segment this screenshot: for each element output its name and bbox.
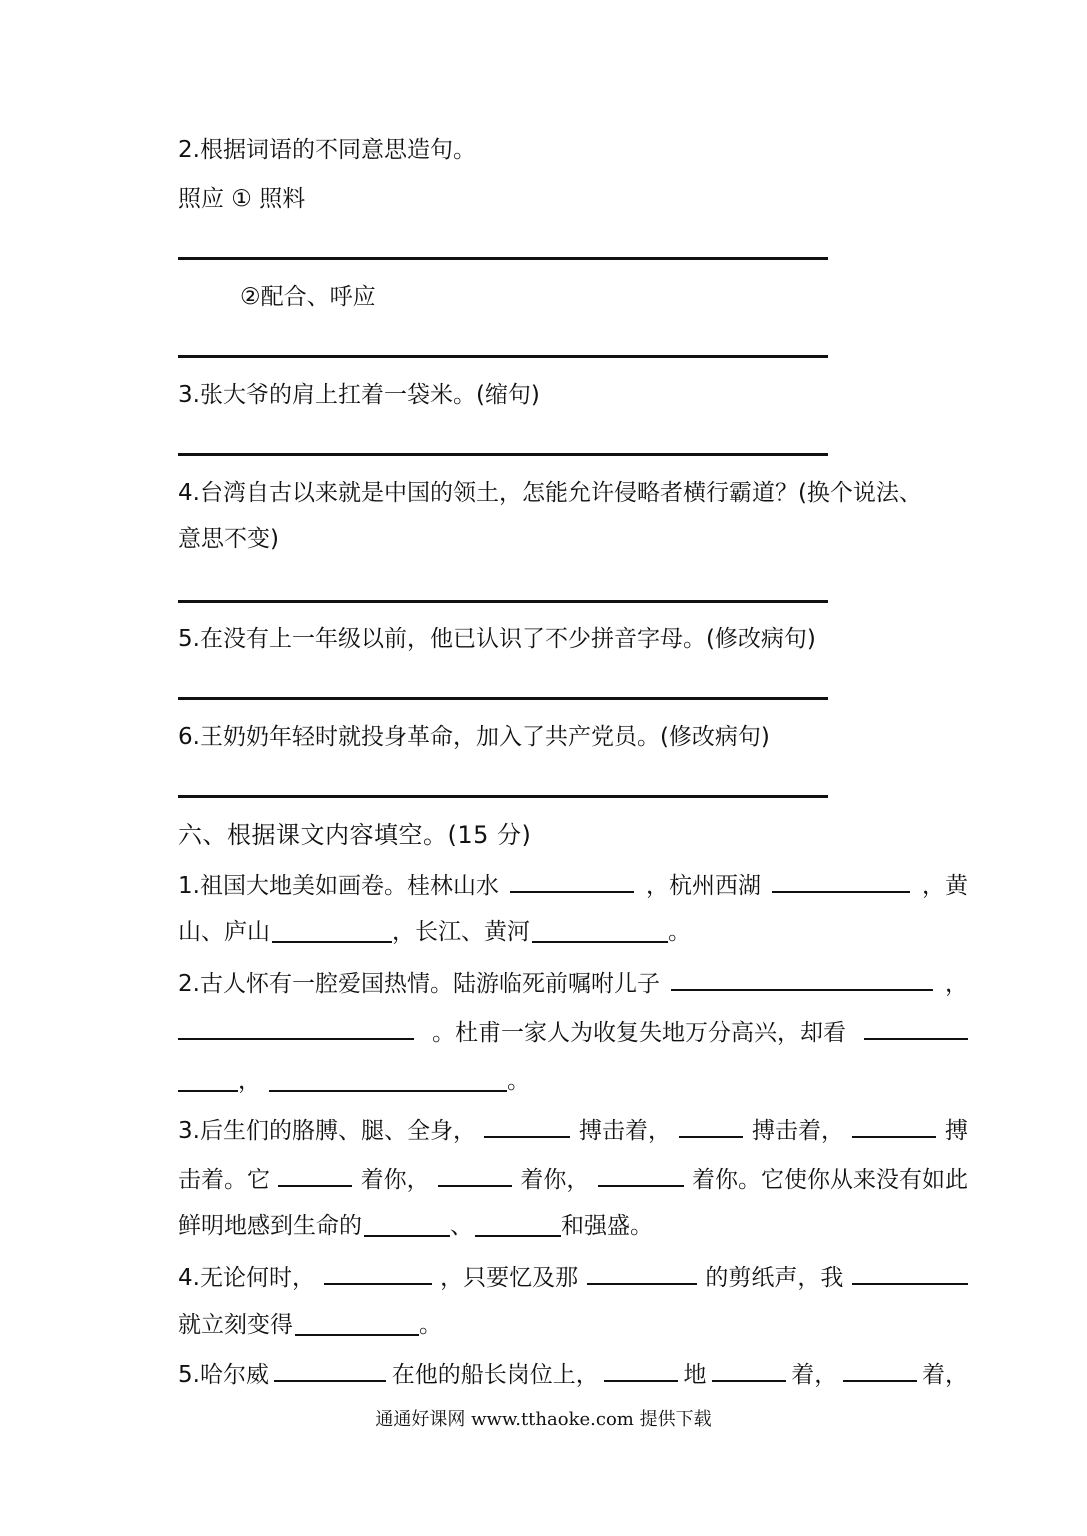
fill-text: 。 [507,1068,530,1094]
fill-blank[interactable] [272,919,392,943]
fill-text: ， [238,1068,261,1094]
fill-text: 5.哈尔威 [178,1362,269,1388]
question-3: 3.张大爷的肩上扛着一袋米。(缩句) [178,382,540,408]
fill-text: 着你， [520,1167,590,1193]
fill-blank[interactable] [604,1358,678,1382]
fill-1-line-2 [178,917,691,947]
fill-text: 和强盛。 [561,1213,653,1239]
fill-blank[interactable] [532,919,668,943]
fill-blank[interactable] [364,1213,450,1237]
fill-2-line-1 [178,967,968,999]
fill-blank[interactable] [295,1312,419,1336]
fill-text: ，长江、黄河 [392,919,530,945]
answer-line [178,795,828,798]
fill-text: 4.无论何时， [178,1265,315,1291]
fill-blank[interactable] [269,1068,507,1092]
fill-blank[interactable] [864,1016,968,1040]
fill-text: 着， [921,1362,968,1388]
fill-blank[interactable] [278,1163,352,1187]
fill-3-line-1 [178,1114,968,1146]
answer-line [178,697,828,700]
fill-text: 3.后生们的胳膊、腿、全身， [178,1118,476,1144]
fill-text: 搏击着， [751,1118,844,1144]
fill-blank[interactable] [587,1261,697,1285]
section-6-title: 六、根据课文内容填空。(15 分) [178,821,532,849]
fill-text: ，黄 [921,873,968,899]
answer-line [178,600,828,603]
fill-blank[interactable] [671,967,933,991]
question-4-line-2: 意思不变) [178,526,279,552]
fill-text: 着你。它使你从来没有如此 [691,1167,968,1193]
question-2-word-meaning-1: 照应 ① 照料 [178,186,306,212]
fill-4-line-1 [178,1261,968,1293]
fill-blank[interactable] [438,1163,512,1187]
fill-text: 2.古人怀有一腔爱国热情。陆游临死前嘱咐儿子 [178,971,660,997]
fill-blank[interactable] [843,1358,917,1382]
fill-text: 山、庐山 [178,919,270,945]
fill-blank[interactable] [178,1068,238,1092]
fill-1-line-1 [178,869,968,901]
fill-text: 搏击着， [578,1118,671,1144]
fill-2-line-2 [178,1016,968,1048]
fill-text: 。杜甫一家人为收复失地万分高兴，却看 [432,1020,846,1046]
fill-text: 、 [450,1213,473,1239]
question-2-title: 2.根据词语的不同意思造句。 [178,137,476,163]
fill-text: 着你， [360,1167,430,1193]
fill-text: 击着。它 [178,1167,270,1193]
answer-line [178,355,828,358]
fill-text: 的剪纸声，我 [705,1265,844,1291]
fill-text: 鲜明地感到生命的 [178,1213,362,1239]
fill-blank[interactable] [598,1163,684,1187]
question-6: 6.王奶奶年轻时就投身革命，加入了共产党员。(修改病句) [178,724,770,750]
fill-text: 地 [683,1362,707,1388]
fill-text: 。 [419,1312,442,1338]
fill-blank[interactable] [679,1114,743,1138]
fill-3-line-3 [178,1211,653,1241]
question-5: 5.在没有上一年级以前，他已认识了不少拼音字母。(修改病句) [178,626,816,652]
fill-text: 着， [791,1362,838,1388]
question-2-meaning-2: ②配合、呼应 [240,284,376,310]
fill-text: 1.祖国大地美如画卷。桂林山水 [178,873,499,899]
fill-text: 搏 [944,1118,968,1144]
fill-5-line-1 [178,1358,968,1390]
fill-blank[interactable] [324,1261,432,1285]
fill-blank[interactable] [712,1358,786,1382]
fill-blank[interactable] [475,1213,561,1237]
fill-blank[interactable] [852,1261,968,1285]
fill-blank[interactable] [510,869,634,893]
fill-text: ，杭州西湖 [645,873,761,899]
fill-blank[interactable] [484,1114,570,1138]
fill-2-line-3 [178,1066,530,1096]
question-4-line-1: 4.台湾自古以来就是中国的领土，怎能允许侵略者横行霸道？(换个说法、 [178,480,922,506]
fill-text: 在他的船长岗位上， [391,1362,599,1388]
answer-line [178,257,828,260]
answer-line [178,453,828,456]
fill-text: 就立刻变得 [178,1312,293,1338]
fill-blank[interactable] [274,1358,386,1382]
fill-text: ，只要忆及那 [440,1265,579,1291]
fill-3-line-2 [178,1163,968,1195]
fill-4-line-2 [178,1310,442,1340]
fill-text: ， [944,971,968,997]
fill-text: 。 [668,919,691,945]
fill-blank[interactable] [852,1114,936,1138]
fill-blank[interactable] [772,869,910,893]
fill-blank[interactable] [178,1016,414,1040]
page-footer: 通通好课网 www.tthaoke.com 提供下载 [375,1409,712,1430]
